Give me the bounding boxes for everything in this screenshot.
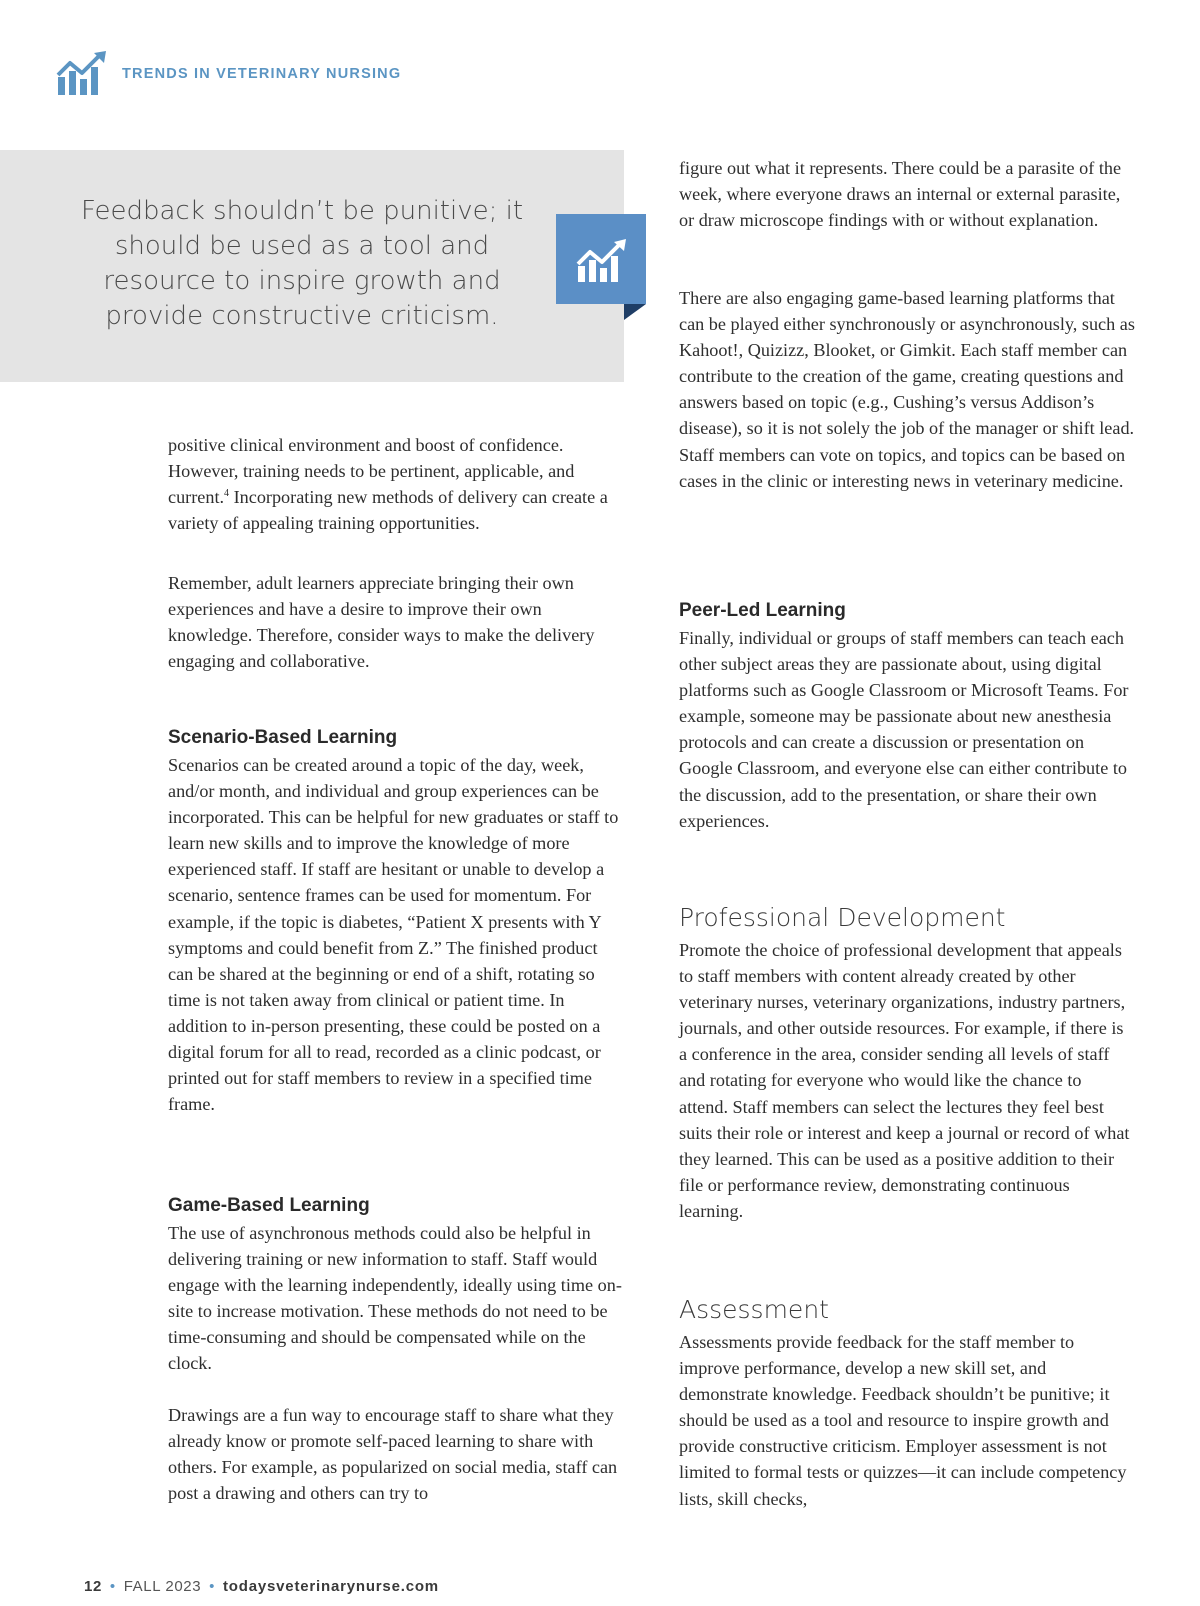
text-span: Incorporating new methods of delivery can create a variety of appealing training opportunities. — [168, 487, 608, 534]
heading-professional-development: Professional Development — [679, 903, 1006, 932]
paragraph: Drawings are a fun way to encourage staff to share what they already know or promote self-paced learning to share with others. For example, as popularized on social media, staff can post a drawing and others can try to — [168, 1405, 618, 1504]
heading-game-based-learning: Game-Based Learning — [168, 1195, 370, 1216]
pullquote-tab — [556, 214, 646, 320]
text-span: positive clinical environment and boost of confidence. However, training needs to be pertinent, applicable, and current. — [168, 435, 575, 508]
section-title: TRENDS IN VETERINARY NURSING — [122, 66, 402, 82]
separator: • — [109, 1578, 116, 1595]
paragraph: figure out what it represents. There could be a parasite of the week, where everyone draws an internal or external parasite, or draw microscope findings with or without explanation. — [679, 158, 1122, 231]
issue-label: FALL 2023 — [123, 1578, 202, 1595]
paragraph: Finally, individual or groups of staff members can teach each other subject areas they are passionate about, using digital platforms such as Google Classroom or Microsoft Teams. For example, someone may be passionate about new anesthesia protocols and can create a discussion or presentation on Google Classroom, and everyone else can either contribute to the discussion, add to the presentation, or share their own experiences. — [679, 628, 1129, 831]
separator: • — [209, 1578, 216, 1595]
section-header — [56, 50, 401, 98]
paragraph — [168, 432, 624, 536]
citation-superscript: 4 — [224, 488, 230, 500]
paragraph: The use of asynchronous methods could also be helpful in delivering training or new information to staff. Staff would engage with the learning independently, ideally using time on-site to increase motivation. These methods do not need to be time-consuming and should be compensated while on the clock. — [168, 1223, 622, 1374]
paragraph: There are also engaging game-based learning platforms that can be played either synchronously or asynchronously, such as Kahoot!, Quizizz, Blooket, or Gimkit. Each staff member can contribute to the creation of the game, creating questions and answers based on topic (e.g., Cushing’s versus Addison’s disease), so it is not solely the job of the manager or shift lead. Staff members can vote on topics, and topics can be based on cases in the clinic or interesting news in veterinary medicine. — [679, 288, 1135, 491]
heading-assessment: Assessment — [679, 1295, 829, 1324]
paragraph: Remember, adult learners appreciate bringing their own experiences and have a desire to improve their own knowledge. Therefore, consider ways to make the delivery engaging and collaborative. — [168, 573, 595, 672]
heading-scenario-based-learning: Scenario-Based Learning — [168, 727, 398, 748]
website-link[interactable]: todaysveterinarynurse.com — [223, 1578, 439, 1595]
page-footer — [84, 1578, 439, 1595]
page-number: 12 — [84, 1578, 102, 1595]
paragraph: Promote the choice of professional development that appeals to staff members with content already created by other veterinary nurses, veterinary organizations, industry partners, journals, and other outside resources. For example, if there is a conference in the area, consider sending all levels of staff and rotating for everyone who would like the chance to attend. Staff members can select the lectures they feel best suits their role or interest and keep a journal or record of what they learned. This can be used as a positive addition to their file or performance review, demonstrating continuous learning. — [679, 940, 1130, 1221]
paragraph: Scenarios can be created around a topic of the day, week, and/or month, and individual and group experiences can be incorporated. This can be helpful for new graduates or staff to learn new skills and to improve the knowledge of more experienced staff. If staff are hesitant or unable to develop a scenario, sentence frames can be used for momentum. For example, if the topic is diabetes, “Patient X presents with Y symptoms and could benefit from Z.” The finished product can be shared at the beginning or end of a shift, rotating so time is not taken away from clinical or patient time. In addition to in-person presenting, these could be posted on a digital forum for all to read, recorded as a clinic podcast, or printed out for staff members to review in a specified time frame. — [168, 755, 619, 1115]
bar-chart-arrow-icon — [56, 51, 108, 97]
paragraph: Assessments provide feedback for the staff member to improve performance, develop a new skill set, and demonstrate knowledge. Feedback shouldn’t be punitive; it should be used as a tool and resource to inspire growth and provide constructive criticism. Employer assessment is not limited to formal tests or quizzes—it can include competency lists, skill checks, — [679, 1332, 1127, 1509]
pullquote-text: Feedback shouldn’t be punitive; it should be used as a tool and resource to inspire growth and provide constructive criticism. — [80, 196, 524, 331]
heading-peer-led-learning: Peer-Led Learning — [679, 600, 846, 621]
